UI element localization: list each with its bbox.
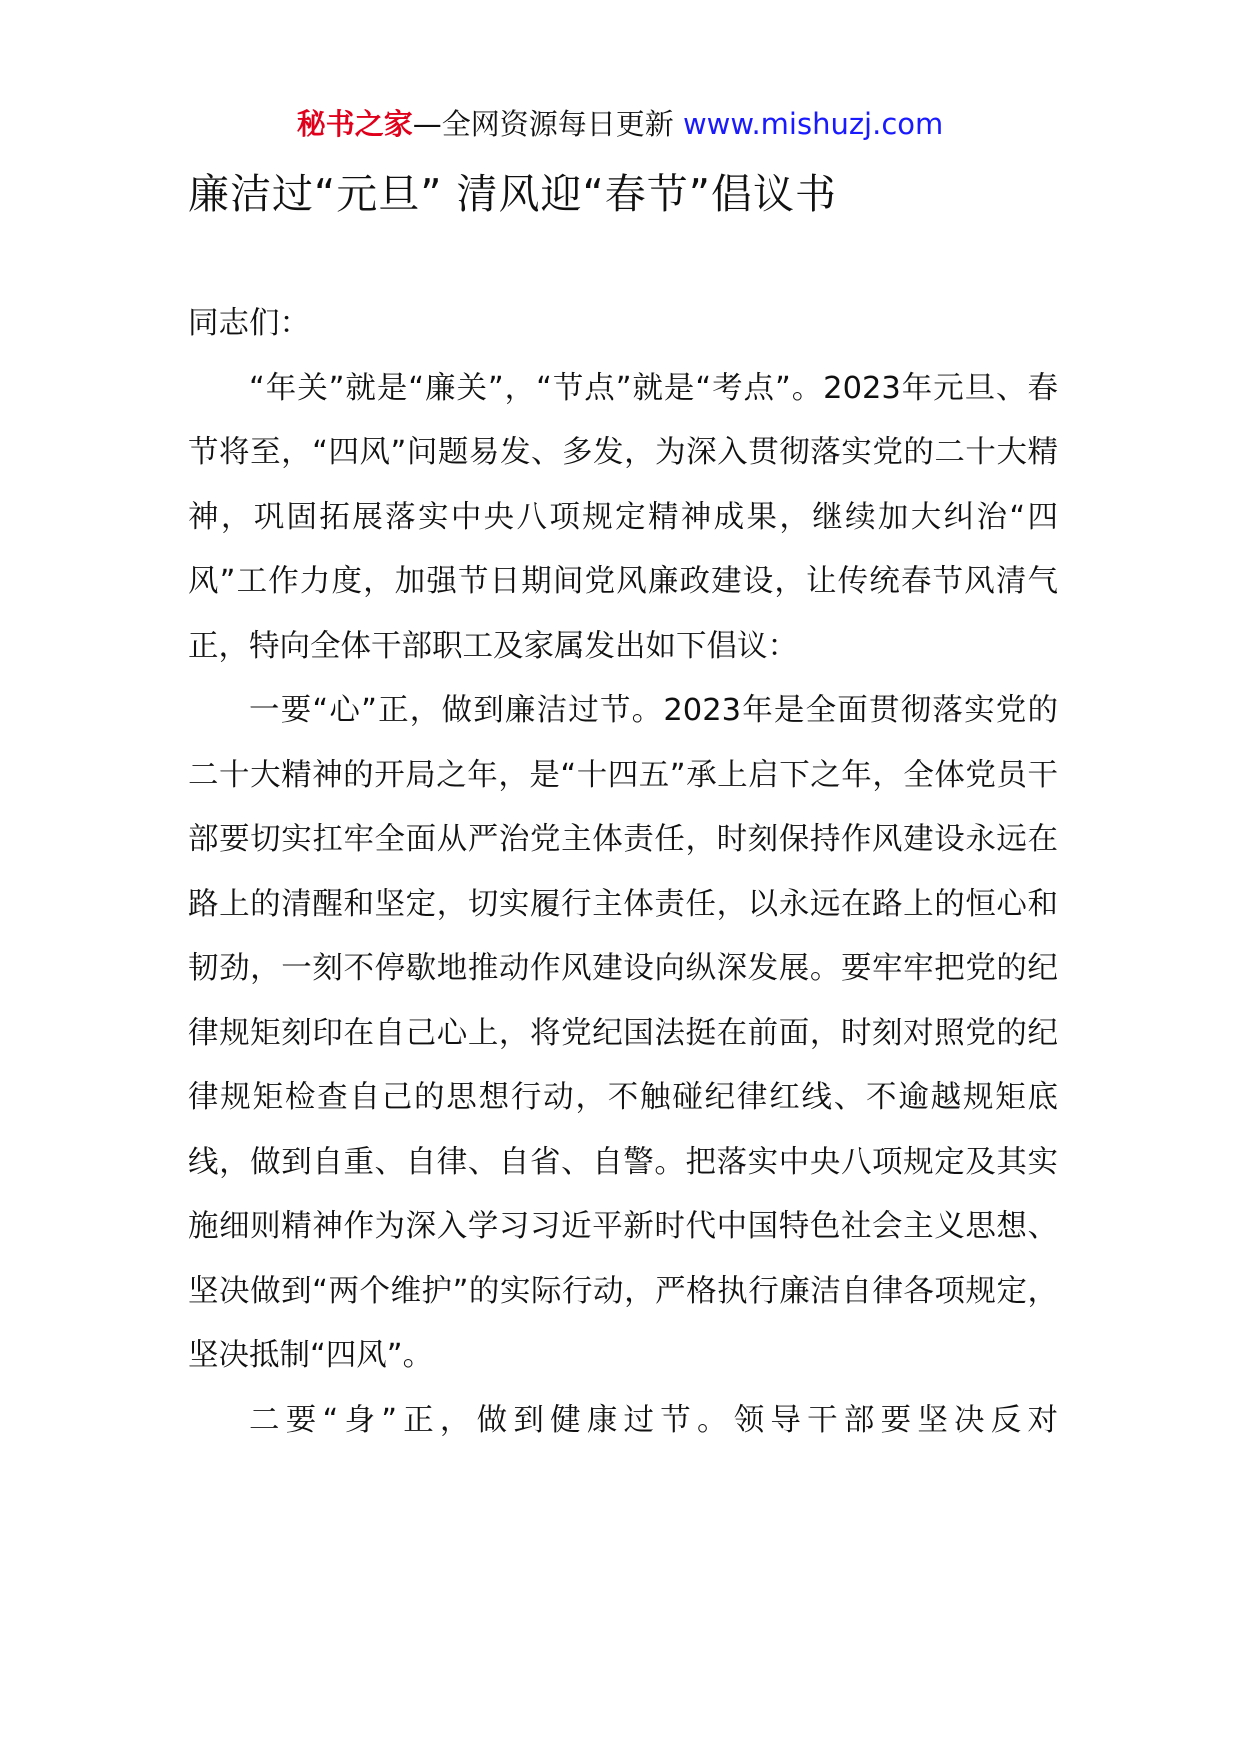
document-title: 廉洁过“元旦” 清风迎“春节”倡议书 xyxy=(188,170,837,218)
site-watermark-header xyxy=(0,104,1240,144)
paragraph-point-two: 二要“身”正，做到健康过节。领导干部要坚决反对 xyxy=(249,1402,1058,1438)
site-url: www.mishuzj.com xyxy=(682,107,944,141)
brand-name: 秘书之家 xyxy=(296,107,413,141)
paragraph-intro: “年关”就是“廉关”，“节点”就是“考点”。2023年元旦、春节将至，“四风”问题易发、多发，为深入贯彻落实党的二十大精神，巩固拓展落实中央八项规定精神成果，继续加大纠治“四风”工作力度，加强节日期间党风廉政建设，让传统春节风清气正，特向全体干部职工及家属发出如下倡议： xyxy=(188,370,1058,664)
salutation: 同志们： xyxy=(188,306,310,341)
paragraph-point-one: 一要“心”正，做到廉洁过节。2023年是全面贯彻落实党的二十大精神的开局之年，是“十四五”承上启下之年，全体党员干部要切实扛牢全面从严治党主体责任，时刻保持作风建设永远在路上的清醒和坚定，切实履行主体责任，以永远在路上的恒心和韧劲，一刻不停歇地推动作风建设向纵深发展。要牢牢把党的纪律规矩刻印在自己心上，将党纪国法挺在前面，时刻对照党的纪律规矩检查自己的思想行动，不触碰纪律红线、不逾越规矩底线，做到自重、自律、自省、自警。把落实中央八项规定及其实施细则精神作为深入学习习近平新时代中国特色社会主义思想、坚决做到“两个维护”的实际行动，严格执行廉洁自律各项规定，坚决抵制“四风”。 xyxy=(188,693,1058,1373)
document-body xyxy=(188,292,1058,1453)
header-tagline: —全网资源每日更新 xyxy=(412,107,683,141)
